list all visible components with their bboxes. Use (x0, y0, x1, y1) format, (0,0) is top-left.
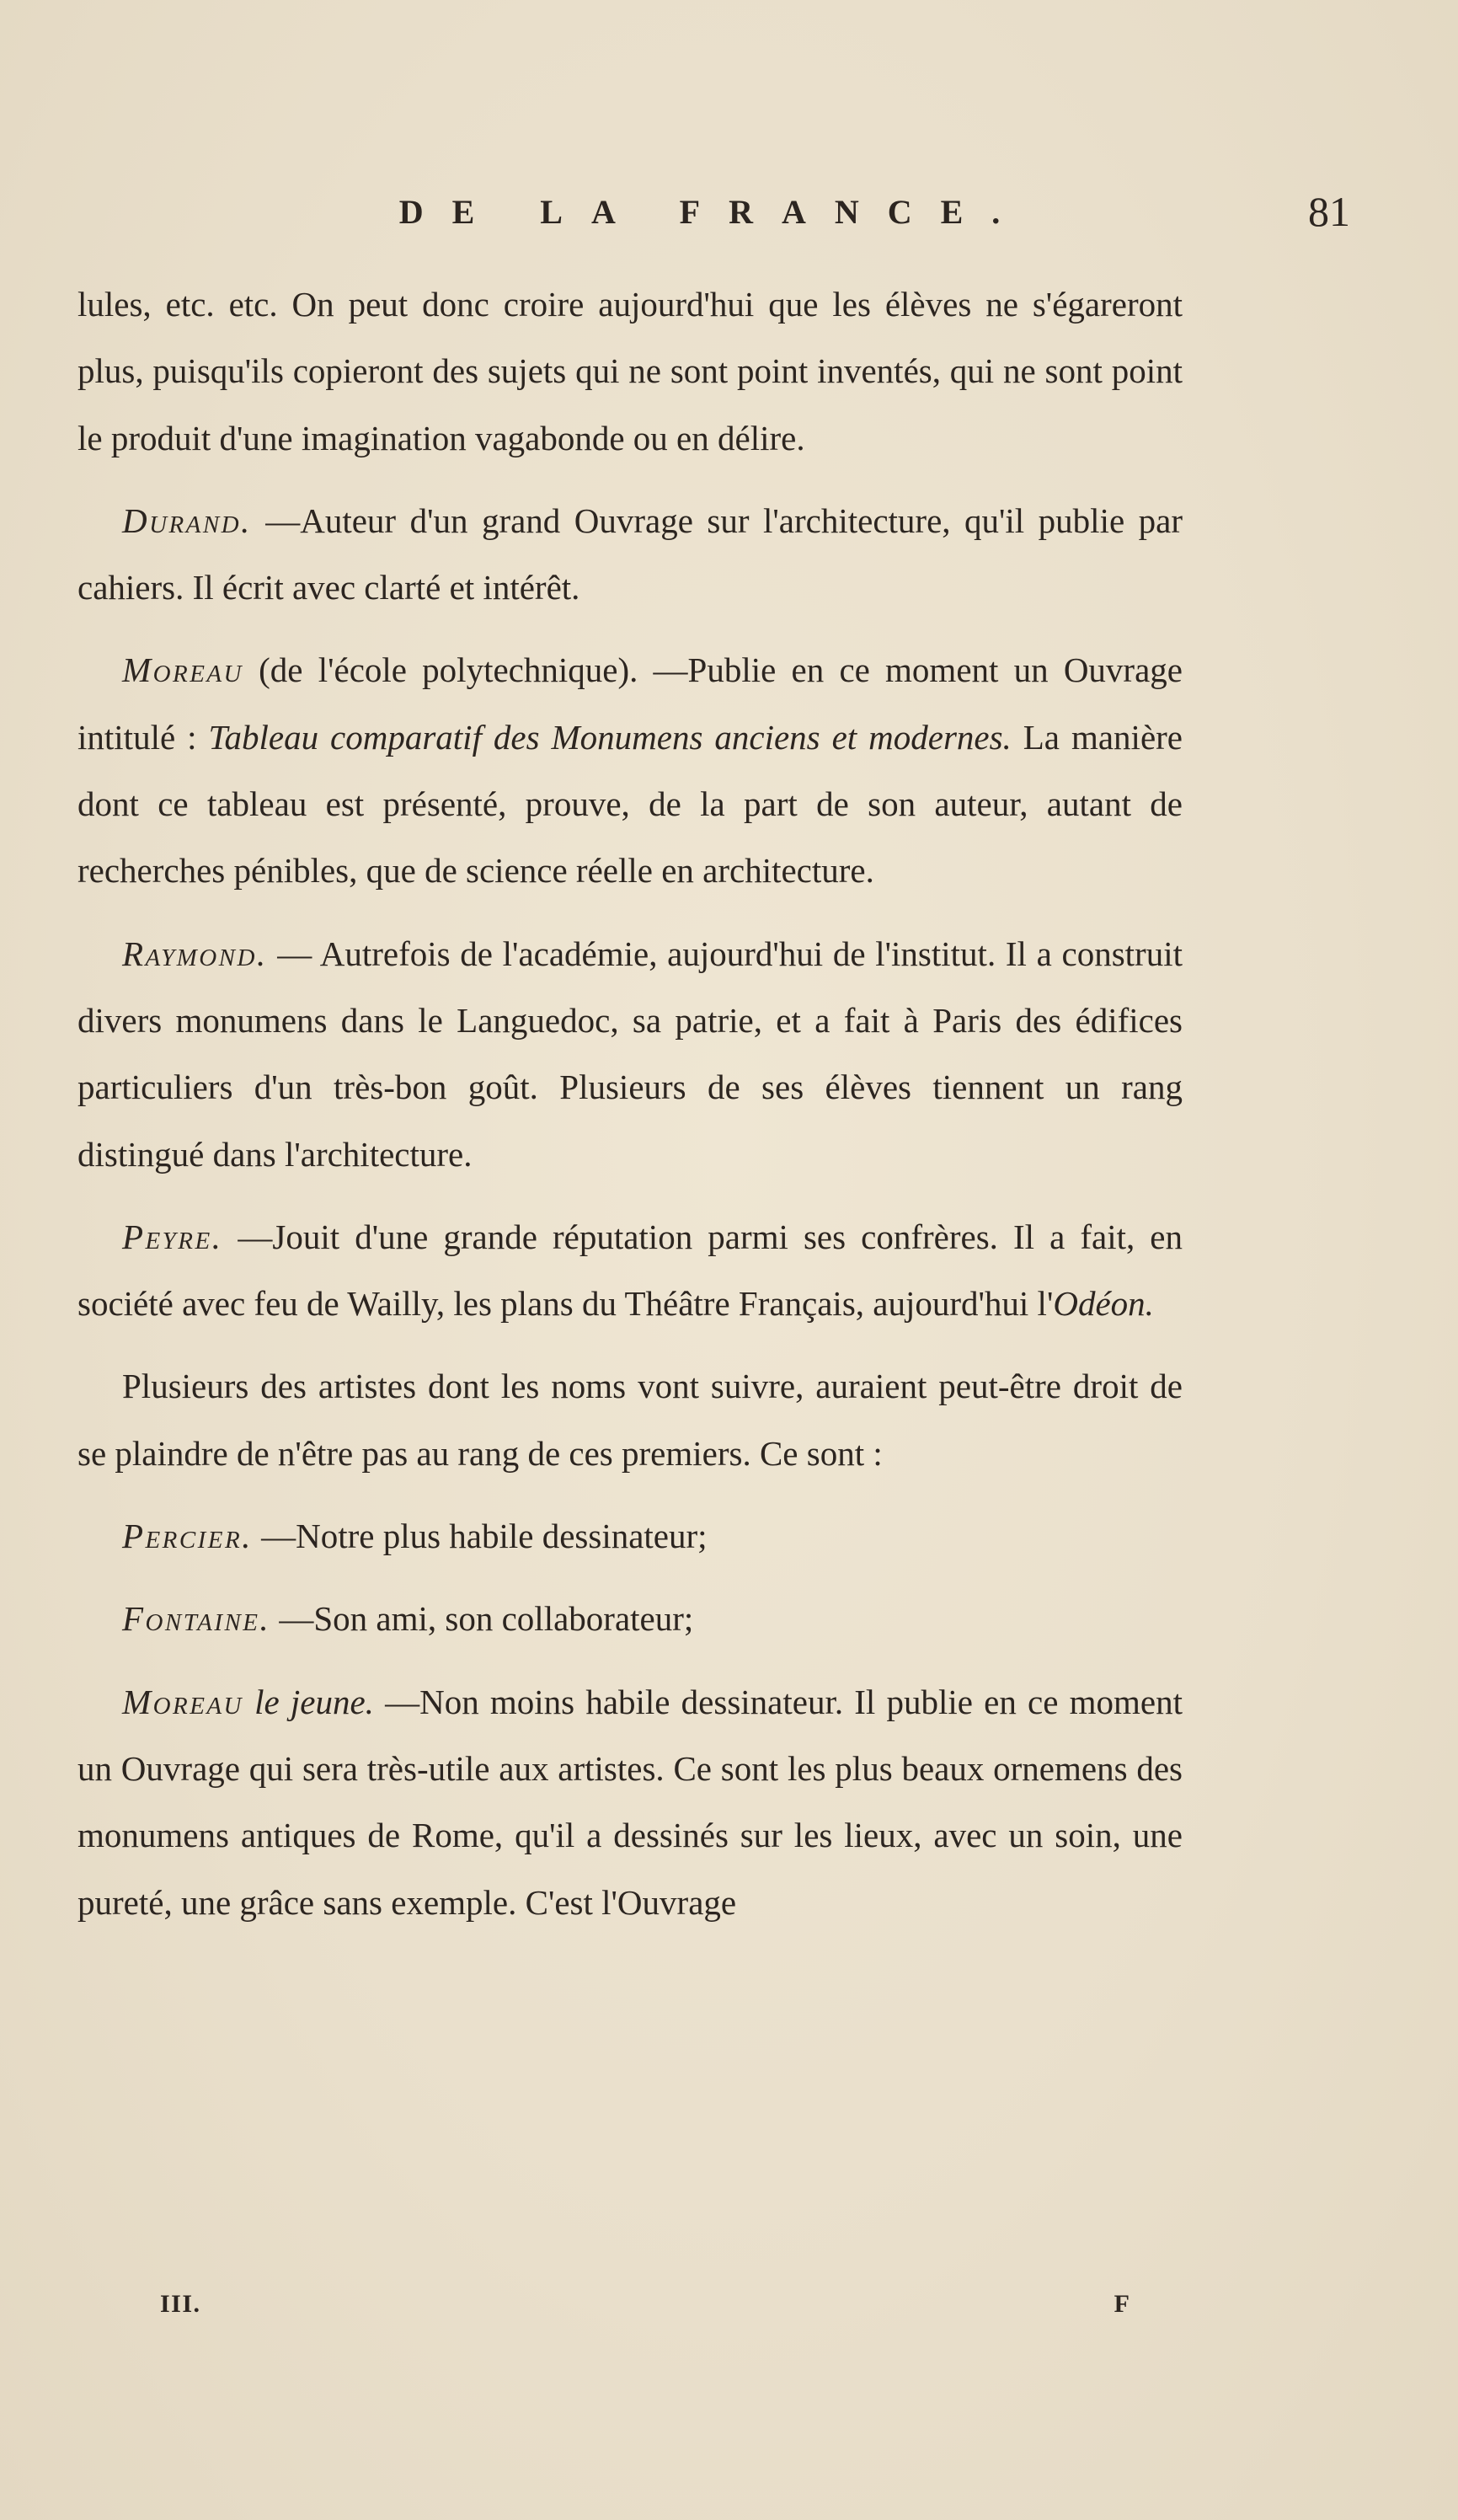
entry-name: Peyre. (122, 1217, 223, 1256)
page-footer (160, 2290, 1130, 2332)
entry-name-suffix: le jeune. (243, 1682, 374, 1721)
entry-name: Durand. (122, 500, 252, 540)
entry-name: Moreau (122, 1682, 243, 1721)
entry-text: —Non moins habile dessinateur. Il publie en ce moment un Ouvrage qui sera très-utile aux artistes. Ce sont les plus beaux ornemens des monumens antiques de Rome, qu'il a dessinés sur les lieux, avec un soin, une pureté, une grâce sans exemple. C'est l'Ouvrage (77, 1682, 1183, 1922)
entry-text: —Jouit d'une grande réputation parmi ses confrères. Il a fait, en société avec feu de Wailly, les plans du Théâtre Français, aujourd'hui l' (77, 1217, 1183, 1324)
entry-name: Moreau (122, 650, 243, 690)
page-header (77, 188, 1350, 243)
paragraph-text: Plusieurs des artistes dont les noms vont suivre, auraient peut-être droit de se plaindre de n'être pas au rang de ces premiers. Ce sont : (77, 1367, 1183, 1473)
sheet-mark: F (1114, 2290, 1130, 2318)
entry-durand (77, 488, 1183, 622)
entry-text: — Autrefois de l'académie, aujourd'hui de l'institut. Il a construit divers monumens dans le Languedoc, sa patrie, et a fait à Paris des édifices particuliers d'un très-bon goût. Plusieurs de ses élèves tiennent un rang distingué dans l'architecture. (77, 934, 1183, 1174)
page-number: 81 (1308, 188, 1350, 235)
running-head: DE LA FRANCE. (398, 193, 1029, 231)
entry-moreau (77, 637, 1183, 904)
paragraph-continuation (77, 271, 1183, 472)
entry-fontaine (77, 1586, 1183, 1652)
body-text (77, 271, 1183, 1936)
entry-text: —Son ami, son collaborateur; (270, 1599, 694, 1639)
entry-text: —Auteur d'un grand Ouvrage sur l'architecture, qu'il publie par cahiers. Il écrit avec clarté et intérêt. (77, 500, 1183, 607)
entry-percier (77, 1503, 1183, 1570)
entry-text: La manière dont ce tableau est présenté, prouve, de la part de son auteur, autant de recherches pénibles, que de science réelle en architecture. (77, 717, 1183, 891)
entry-text: (de l'école polytechnique). —Publie en ce moment un Ouvrage intitulé : (77, 650, 1183, 757)
entry-text: —Notre plus habile dessinateur; (252, 1517, 708, 1556)
paragraph-intro (77, 1353, 1183, 1487)
signature-mark: III. (160, 2290, 201, 2318)
work-title: Tableau comparatif des Monumens anciens et modernes. (208, 717, 1012, 757)
entry-moreau-le-jeune (77, 1669, 1183, 1936)
entry-name: Percier. (122, 1517, 253, 1556)
entry-name: Raymond. (122, 934, 268, 973)
entry-peyre (77, 1204, 1183, 1338)
work-title: Odéon. (1053, 1284, 1154, 1324)
paragraph-text: lules, etc. etc. On peut donc croire aujourd'hui que les élèves ne s'égareront plus, puisqu'ils copieront des sujets qui ne sont point inventés, qui ne sont point le produit d'une imagination vagabonde ou en délire. (77, 285, 1183, 457)
entry-name: Fontaine. (122, 1599, 271, 1639)
entry-raymond (77, 921, 1183, 1188)
